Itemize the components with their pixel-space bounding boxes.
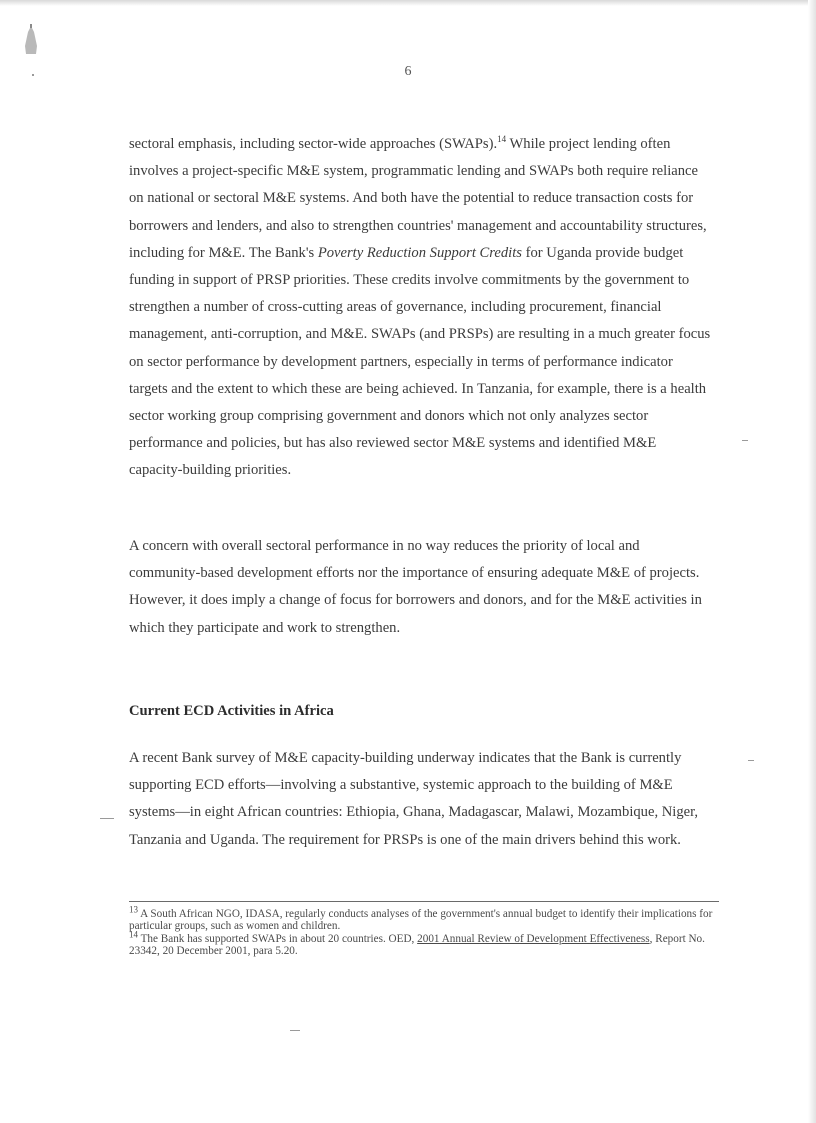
staple-mark-icon bbox=[22, 24, 40, 60]
paragraph-sectoral-performance: A concern with overall sectoral performance in no way reduces the priority of local and community-based development efforts nor the importance of ensuring adequate M&E of projects. However, it does imply a change of focus for borrowers and donors, and for the M&E activities in which they participate and work to strengthen. bbox=[129, 538, 702, 636]
footnote-source-title: 2001 Annual Review of Development Effectiveness bbox=[417, 933, 650, 945]
footnote-divider bbox=[129, 901, 719, 902]
page-number: 6 bbox=[404, 64, 412, 79]
footnote-ref-14: 14 bbox=[497, 134, 507, 145]
footnote-14 bbox=[129, 929, 721, 957]
scan-speck bbox=[100, 818, 114, 819]
footnote-text: A South African NGO, IDASA, regularly conducts analyses of the government's annual budget to identify their implications for particular groups, such as women and children. bbox=[129, 908, 713, 932]
footnote-text: , Report No. 23342, 20 December 2001, para 5.20. bbox=[129, 933, 705, 957]
paragraph-sectoral-emphasis bbox=[129, 131, 711, 485]
paragraph-text: While project lending often involves a project-specific M&E system, programmatic lending and SWAPs both require reliance on national or sectoral M&E systems. And both have the potential to reduce transaction costs for borrowers and lenders, and also to strengthen countries' management and accountability structures, including for M&E. The Bank's bbox=[129, 136, 707, 261]
scan-edge-right bbox=[808, 0, 816, 1123]
scan-speck bbox=[748, 760, 754, 761]
scan-edge-top bbox=[0, 0, 816, 6]
footnote-13 bbox=[129, 904, 721, 932]
scan-speck bbox=[742, 440, 748, 441]
italic-title: Poverty Reduction Support Credits bbox=[317, 244, 522, 261]
paragraph-text: sectoral emphasis, including sector-wide approaches (SWAPs). bbox=[129, 136, 498, 152]
scan-speck bbox=[290, 1030, 300, 1031]
footnote-marker: 13 bbox=[129, 904, 138, 915]
paragraph-ecd-survey: A recent Bank survey of M&E capacity-building underway indicates that the Bank is currently supporting ECD efforts—involving a substantive, systemic approach to the building of M&E systems—in eight African countries: Ethiopia, Ghana, Madagascar, Malawi, Mozambique, Niger, Tanzania and Uganda. The requirement for PRSPs is one of the main drivers behind this work. bbox=[129, 750, 699, 848]
footnotes bbox=[129, 904, 721, 958]
footnote-marker: 14 bbox=[129, 929, 138, 940]
section-heading: Current ECD Activities in Africa bbox=[129, 703, 334, 719]
paragraph-text: for Uganda provide budget funding in support of PRSP priorities. These credits involve commitments by the government to strengthen a number of cross-cutting areas of governance, including procurement, financial management, anti-corruption, and M&E. SWAPs (and PRSPs) are resulting in a much greater focus on sector performance by development partners, especially in terms of performance indicator targets and the extent to which these are being achieved. In Tanzania, for example, there is a health sector working group comprising government and donors which not only analyzes sector performance and policies, but has also reviewed sector M&E systems and identified M&E capacity-building priorities. bbox=[129, 244, 711, 479]
footnote-text: The Bank has supported SWAPs in about 20 countries. OED, bbox=[138, 933, 418, 945]
scan-speck bbox=[32, 74, 34, 76]
